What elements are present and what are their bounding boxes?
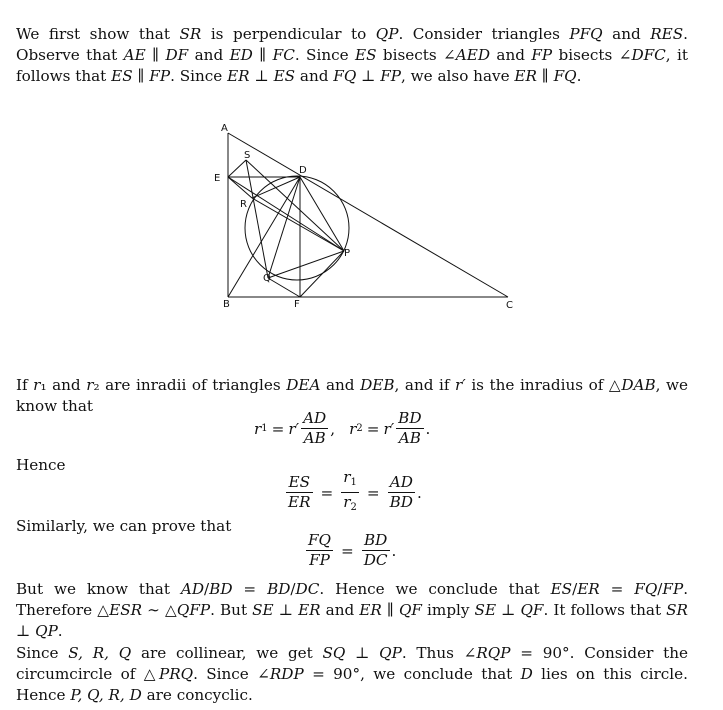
text-run: and <box>46 376 87 394</box>
hence-label: Hence <box>16 456 66 474</box>
math-run: r′ <box>455 376 466 394</box>
eq1-r2: r <box>349 419 357 438</box>
equation-ratio <box>284 468 422 517</box>
text-run: . But <box>210 601 253 619</box>
text-run: ∥ <box>145 46 166 64</box>
math-run: ED <box>229 46 253 64</box>
math-run: QP <box>375 25 399 43</box>
eq1-frac-ad-ab <box>301 409 328 448</box>
text-run: and <box>602 25 651 43</box>
math-run: ER <box>577 580 600 598</box>
label-q: Q <box>263 273 271 284</box>
eq2-r2-sub: 2 <box>350 502 357 513</box>
eq1-frac1-num: AD <box>303 409 327 427</box>
math-run: AED <box>455 46 491 64</box>
text-run: ₁ <box>40 376 47 394</box>
eq2-equals: = <box>320 483 334 502</box>
text-run: . Since <box>294 46 355 64</box>
text-run: are inradii of triangles <box>99 376 287 394</box>
equation-inradii <box>254 409 430 448</box>
equation-fq-fp <box>304 531 396 570</box>
eq2-frac3-num: AD <box>388 473 415 493</box>
eq2-period: . <box>416 483 422 502</box>
eq2-r1-sub: 1 <box>350 477 357 488</box>
math-run: QFP <box>176 601 211 619</box>
text-run: ∼ △ <box>142 601 177 619</box>
eq1-r1: r <box>254 419 262 438</box>
eq3-frac2-den: DC <box>363 551 388 569</box>
eq1-period: . <box>425 419 431 438</box>
text-run: are collinear, we get <box>131 644 323 662</box>
label-b: B <box>223 299 230 310</box>
text-run: are concyclic. <box>141 686 253 704</box>
text-run: ∥ <box>536 67 554 85</box>
eq1-r2-sub: 2 <box>356 423 363 434</box>
text-run: and <box>490 46 532 64</box>
math-run: PRQ <box>158 665 194 683</box>
math-run: SE <box>474 601 497 619</box>
segment-de-diag <box>228 177 344 251</box>
math-run: RES <box>650 25 684 43</box>
text-run: ₂ <box>93 376 100 394</box>
text-run: ∥ <box>381 601 399 619</box>
eq1-frac-bd-ab <box>396 409 423 448</box>
text-run: ∥ <box>132 67 150 85</box>
text-run: , it follows that <box>16 46 688 85</box>
text-run: = 90°, we conclude that <box>303 665 521 683</box>
eq2-equals-2: = <box>366 483 380 502</box>
text-run: ⊥ <box>356 67 381 85</box>
text-run: If <box>16 376 34 394</box>
text-run: ⊥ <box>496 601 521 619</box>
math-run: QP <box>35 622 58 640</box>
text-run: . <box>576 67 582 85</box>
math-run: RDP <box>269 665 304 683</box>
paragraph-similarity <box>16 579 688 642</box>
text-run: ⊥ <box>249 67 274 85</box>
math-run: PFQ <box>569 25 603 43</box>
text-run: . Since <box>170 67 228 85</box>
label-a: A <box>221 123 228 134</box>
text-run: . Consider triangles <box>398 25 570 43</box>
math-run: D <box>520 665 533 683</box>
math-run: FC <box>272 46 295 64</box>
text-run: ∥ <box>252 46 273 64</box>
math-run: ER <box>227 67 250 85</box>
math-run: DAB <box>621 376 656 394</box>
text-run: ⊥ <box>16 622 36 640</box>
math-run: QF <box>520 601 544 619</box>
eq2-frac-ad-bd <box>388 473 415 512</box>
text-run: We first show that <box>16 25 180 43</box>
segment-rp <box>252 198 344 251</box>
math-run: ES <box>355 46 377 64</box>
math-run: SR <box>666 601 688 619</box>
segment-er <box>228 177 252 198</box>
text-run: is perpendicular to <box>201 25 376 43</box>
math-run: r <box>33 376 41 394</box>
text-run: . Observe that <box>16 25 688 64</box>
text-run: ⊥ <box>273 601 299 619</box>
math-run: ES <box>550 580 573 598</box>
text-run: , we know that <box>16 376 688 415</box>
eq2-frac-r1-r2 <box>341 468 359 517</box>
text-run: . It follows that <box>543 601 667 619</box>
math-run: FQ <box>634 580 658 598</box>
eq3-frac2-num: BD <box>362 531 390 551</box>
text-run: . Since ∠ <box>193 665 270 683</box>
math-run: r <box>86 376 94 394</box>
text-run: , and if <box>394 376 456 394</box>
label-r: R <box>240 199 247 210</box>
text-run: = 90°. Consider the circumcircle of △ <box>16 644 688 683</box>
math-run: DEB <box>360 376 395 394</box>
math-run: ESR <box>109 601 143 619</box>
text-run: bisects ∠ <box>552 46 632 64</box>
text-run: and <box>295 67 334 85</box>
text-run: / <box>657 580 663 598</box>
text-run: and <box>188 46 230 64</box>
text-run: and <box>320 601 360 619</box>
label-f: F <box>294 299 300 310</box>
label-s: S <box>244 150 251 161</box>
math-run: RQP <box>476 644 511 662</box>
math-run: BD <box>267 580 291 598</box>
eq1-rprime-2: r′ <box>383 419 395 438</box>
eq1-frac2-num: BD <box>398 409 422 427</box>
math-run: ES <box>273 67 296 85</box>
eq1-comma: , <box>330 419 336 438</box>
eq2-frac1-num: ES <box>286 473 313 493</box>
text-run: / <box>290 580 296 598</box>
eq2-r2: r <box>343 493 351 511</box>
eq2-frac3-den: BD <box>389 493 413 511</box>
math-run: QF <box>398 601 422 619</box>
segment-es <box>228 160 246 177</box>
eq1-frac2-den: AB <box>398 429 421 447</box>
eq2-frac-es-er <box>286 473 313 512</box>
math-run: AE <box>123 46 146 64</box>
segment-qd <box>268 177 300 278</box>
eq1-rprime: r′ <box>288 419 300 438</box>
eq3-frac-fq-fp <box>306 531 333 570</box>
math-run: SQ <box>322 644 346 662</box>
text-run: ⊥ <box>345 644 380 662</box>
math-run: ER <box>359 601 382 619</box>
math-run: FQ <box>333 67 357 85</box>
text-run: = <box>599 580 635 598</box>
text-run: . Therefore △ <box>16 580 689 619</box>
similarly-label: Similarly, we can prove that <box>16 517 232 535</box>
eq2-r1: r <box>343 468 351 486</box>
math-run: FP <box>149 67 171 85</box>
label-e: E <box>214 173 221 184</box>
math-run: FQ <box>553 67 577 85</box>
segment-qp <box>268 251 344 278</box>
math-run: QP <box>379 644 402 662</box>
paragraph-concyclic <box>16 643 688 706</box>
paragraph-intro <box>16 24 688 87</box>
text-run: and <box>320 376 361 394</box>
math-run: ES <box>111 67 133 85</box>
math-run: P, Q, R, D <box>70 686 142 704</box>
text-run: . Thus ∠ <box>401 644 477 662</box>
text-run: , we also have <box>401 67 515 85</box>
label-p: P <box>344 248 351 259</box>
text-run: / <box>572 580 578 598</box>
circumcircle <box>245 176 349 280</box>
text-run: = <box>232 580 268 598</box>
math-run: FP <box>380 67 402 85</box>
eq3-period: . <box>391 541 397 560</box>
eq2-frac2-den <box>341 493 359 517</box>
text-run: Since <box>16 644 69 662</box>
text-run: / <box>204 580 210 598</box>
math-run: SR <box>179 25 202 43</box>
math-run: DC <box>295 580 320 598</box>
math-run: DEA <box>286 376 321 394</box>
math-run: FP <box>531 46 553 64</box>
eq3-frac1-num: FQ <box>308 531 331 549</box>
text-run: . <box>57 622 63 640</box>
eq3-equals: = <box>341 541 354 560</box>
eq1-equals: = <box>271 419 285 438</box>
text-run: bisects ∠ <box>376 46 456 64</box>
math-run: AD <box>180 580 205 598</box>
eq2-frac2-num <box>341 468 359 493</box>
segment-qf <box>268 278 300 297</box>
geometry-figure <box>210 118 520 314</box>
text-run: is the inradius of △ <box>465 376 622 394</box>
text-run: imply <box>421 601 475 619</box>
math-run: BD <box>209 580 233 598</box>
eq1-equals-2: = <box>366 419 380 438</box>
eq1-frac1-den: AB <box>303 429 326 447</box>
eq2-frac1-den: ER <box>288 493 311 511</box>
text-run: lies on this circle. Hence <box>16 665 688 704</box>
math-run: S, R, Q <box>68 644 132 662</box>
math-run: FP <box>662 580 684 598</box>
math-run: DFC <box>631 46 666 64</box>
math-run: DF <box>165 46 189 64</box>
text-run: . Hence we conclude that <box>319 580 551 598</box>
label-d: D <box>299 165 307 176</box>
label-c: C <box>506 300 513 311</box>
math-run: SE <box>252 601 274 619</box>
eq1-r1-sub: 1 <box>261 423 268 434</box>
eq3-frac1-den: FP <box>309 551 330 569</box>
math-run: ER <box>514 67 537 85</box>
text-run: But we know that <box>16 580 181 598</box>
math-run: ER <box>298 601 321 619</box>
eq3-frac-bd-dc <box>362 531 390 570</box>
